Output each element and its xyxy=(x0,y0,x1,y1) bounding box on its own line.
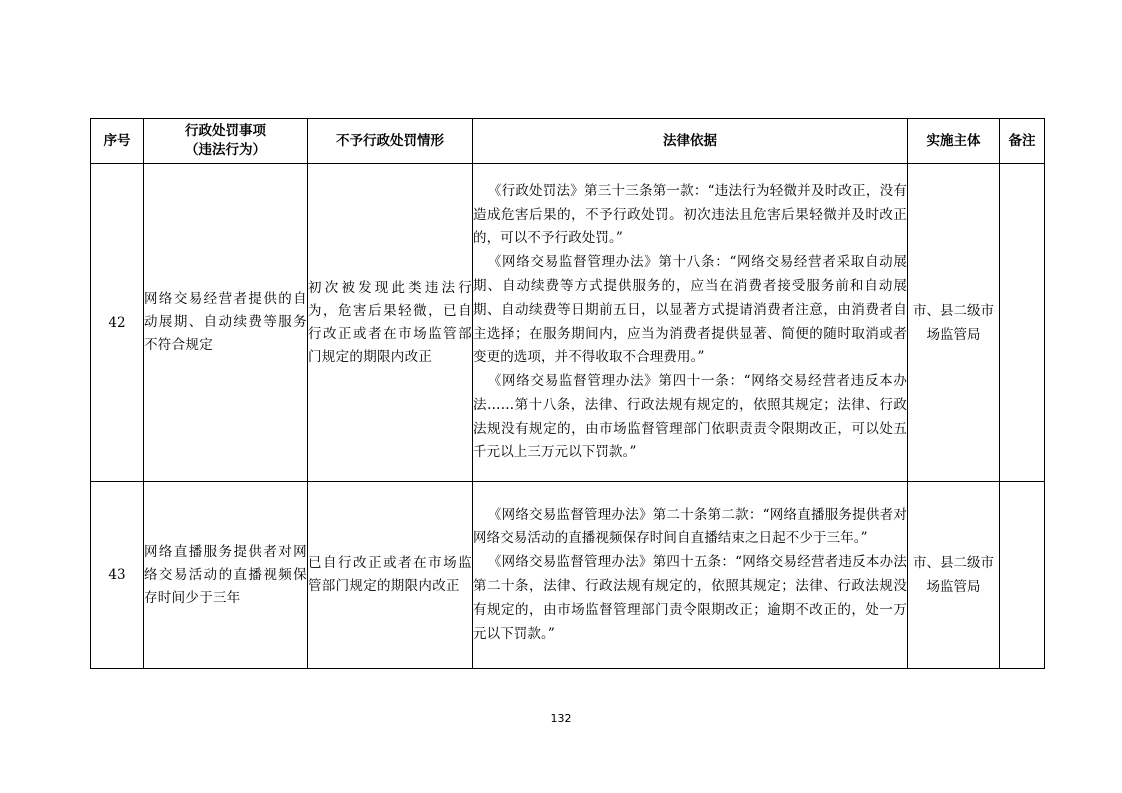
basis-paragraph: 《网络交易监督管理办法》第四十一条：“网络交易经营者违反本办法……第十八条，法律、行政法规有规定的，依照其规定；法律、行政法规没有规定的，由市场监督管理部门依职责责令限期改正，可以处五千元以上三万元以下罚款。” xyxy=(473,373,907,461)
basis-paragraph: 《网络交易监督管理办法》第四十五条：“网络交易经营者违反本办法第二十条，法律、行政法规有规定的，依照其规定；法律、行政法规没有规定的，由市场监督管理部门责令限期改正；逾期不改正的，处一万元以下罚款。” xyxy=(473,554,907,642)
header-item-line2: （违法行为） xyxy=(185,142,266,158)
row-basis xyxy=(473,482,908,669)
row-remark xyxy=(1000,164,1045,482)
basis-paragraph: 《行政处罚法》第三十三条第一款：“违法行为轻微并及时改正，没有造成危害后果的，不予行政处罚。初次违法且危害后果轻微并及时改正的，可以不予行政处罚。” xyxy=(473,182,907,247)
row-condition: 已自行改正或者在市场监管部门规定的期限内改正 xyxy=(308,482,473,669)
row-remark xyxy=(1000,482,1045,669)
row-item: 网络交易经营者提供的自动展期、自动续费等服务不符合规定 xyxy=(144,164,308,482)
row-condition: 初次被发现此类违法行为，危害后果轻微，已自行改正或者在市场监管部门规定的期限内改正 xyxy=(308,164,473,482)
header-agency: 实施主体 xyxy=(908,119,1000,164)
header-basis: 法律依据 xyxy=(473,119,908,164)
basis-paragraph: 《网络交易监督管理办法》第二十条第二款：“网络直播服务提供者对网络交易活动的直播视频保存时间自直播结束之日起不少于三年。” xyxy=(473,506,907,547)
page-number: 132 xyxy=(550,712,572,725)
row-agency: 市、县二级市场监管局 xyxy=(908,482,1000,669)
header-remark: 备注 xyxy=(1000,119,1045,164)
document-page xyxy=(90,118,1044,669)
table-header-row xyxy=(91,119,1045,164)
table-row xyxy=(91,482,1045,669)
table-row xyxy=(91,164,1045,482)
row-seq: 43 xyxy=(91,482,144,669)
header-seq: 序号 xyxy=(91,119,144,164)
row-seq: 42 xyxy=(91,164,144,482)
basis-paragraph: 《网络交易监督管理办法》第十八条：“网络交易经营者采取自动展期、自动续费等方式提供服务的，应当在消费者接受服务前和自动展期、自动续费等日期前五日，以显著方式提请消费者注意，由消费者自主选择；在服务期间内，应当为消费者提供显著、简便的随时取消或者变更的选项，并不得收取不合理费用。” xyxy=(473,254,907,366)
header-condition: 不予行政处罚情形 xyxy=(308,119,473,164)
row-agency: 市、县二级市场监管局 xyxy=(908,164,1000,482)
row-basis xyxy=(473,164,908,482)
header-item-line1: 行政处罚事项 xyxy=(185,123,266,139)
header-item xyxy=(144,119,308,164)
penalty-exemption-table xyxy=(90,118,1045,669)
row-item: 网络直播服务提供者对网络交易活动的直播视频保存时间少于三年 xyxy=(144,482,308,669)
